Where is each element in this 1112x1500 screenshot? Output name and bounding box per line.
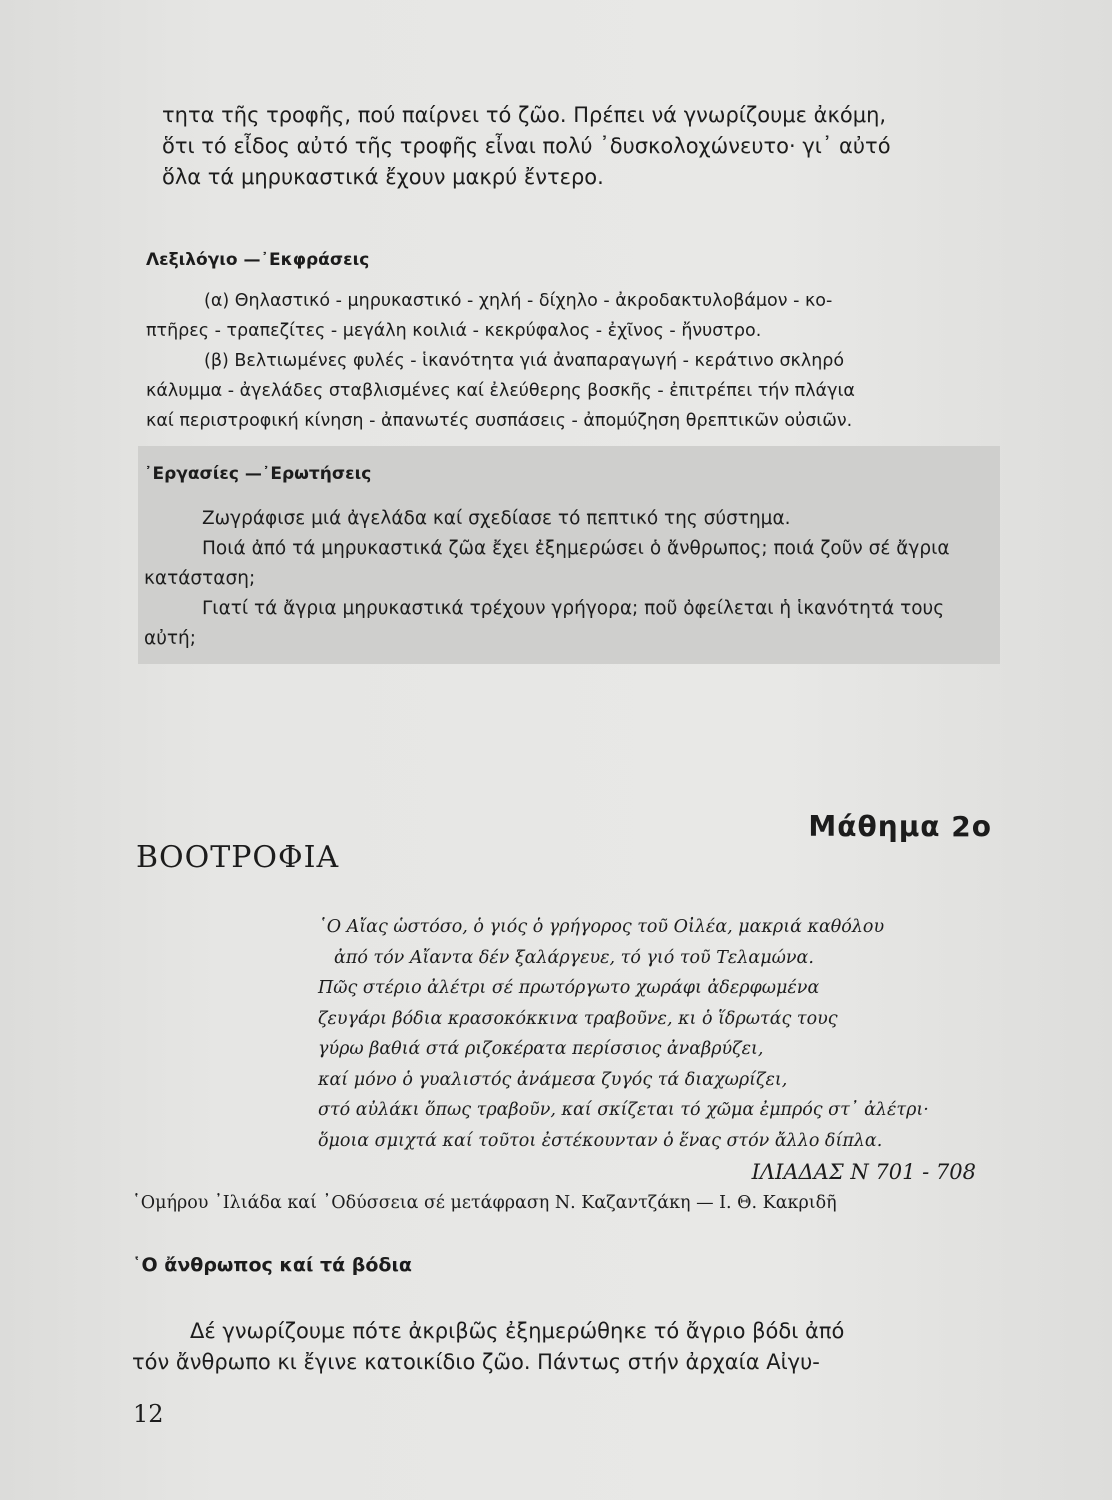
vocabulary-line: καί περιστροφική κίνηση - ἀπανωτές συσπάσεις - ἀπομύζηση θρεπτικῶν οὐσιῶν. xyxy=(146,411,853,431)
vocabulary-line: (α) Θηλαστικό - μηρυκαστικό - χηλή - δίχηλο - ἀκροδακτυλοβάμον - κο- xyxy=(204,291,833,311)
section-line: τόν ἄνθρωπο κι ἔγινε κατοικίδιο ζῶο. Πάντως στήν ἀρχαία Αἰγυ- xyxy=(132,1350,820,1374)
task-item: Γιατί τά ἄγρια μηρυκαστικά τρέχουν γρήγορα; ποῦ ὀφείλεται ἡ ἱκανότητά τους αὐτή; xyxy=(144,598,945,649)
tasks-list xyxy=(144,504,990,654)
intro-line: ὅτι τό εἶδος αὐτό τῆς τροφῆς εἶναι πολύ ᾿δυσκολοχώνευτο· γι᾽ αὐτό xyxy=(162,134,891,158)
vocabulary-line: πτῆρες - τραπεζίτες - μεγάλη κοιλιά - κεκρύφαλος - ἐχῖνος - ἤνυστρο. xyxy=(146,321,762,341)
vocabulary-line: κάλυμμα - ἀγελάδες σταβλισμένες καί ἐλεύθερης βοσκῆς - ἐπιτρέπει τήν πλάγια xyxy=(146,381,855,401)
poem-line: ῾Ο Αἴας ὡστόσο, ὁ γιός ὁ γρήγορος τοῦ Οἰλέα, μακριά καθόλου xyxy=(318,917,885,937)
intro-paragraph xyxy=(162,100,992,193)
translation-credit: ῾Ομήρου ᾿Ιλιάδα καί ᾿Οδύσσεια σέ μετάφραση Ν. Καζαντζάκη — Ι. Θ. Κακριδῆ xyxy=(132,1193,837,1213)
task-item: Ζωγράφισε μιά ἀγελάδα καί σχεδίασε τό πεπτικό της σύστημα. xyxy=(202,508,791,529)
tasks-heading: ᾿Εργασίες —᾿Ερωτήσεις xyxy=(144,464,372,484)
poem-line: ἀπό τόν Αἴαντα δέν ξαλάργευε, τό γιό τοῦ Τελαμώνα. xyxy=(334,947,814,968)
verse-reference: ΙΛΙΑΔΑΣ Ν 701 - 708 xyxy=(751,1160,976,1184)
section-line: Δέ γνωρίζουμε πότε ἀκριβῶς ἐξημερώθηκε τό ἄγριο βόδι ἀπό xyxy=(190,1319,845,1343)
lesson-label: Μάθημα 2ο xyxy=(808,810,992,843)
vocabulary-heading: Λεξιλόγιο —᾿Εκφράσεις xyxy=(146,250,370,270)
page-title: ΒΟΟΤΡΟΦΙΑ xyxy=(136,840,340,875)
poem-line: ὅμοια σμιχτά καί τοῦτοι ἐστέκουνταν ὁ ἕνας στόν ἄλλο δίπλα. xyxy=(318,1130,883,1151)
poem-excerpt xyxy=(318,912,978,1156)
poem-line: ζευγάρι βόδια κρασοκόκκινα τραβοῦνε, κι ὁ ἵδρωτάς τους xyxy=(318,1008,838,1029)
intro-line: ὅλα τά μηρυκαστικά ἔχουν μακρύ ἔντερο. xyxy=(162,165,604,189)
vocabulary-list xyxy=(146,286,996,436)
section-paragraph xyxy=(132,1316,977,1378)
section-heading: ῾Ο ἄνθρωπος καί τά βόδια xyxy=(132,1254,412,1276)
poem-line: Πῶς στέριο ἀλέτρι σέ πρωτόργωτο χωράφι ἀδερφωμένα xyxy=(318,978,820,998)
page-number: 12 xyxy=(133,1400,164,1428)
task-item: Ποιά ἀπό τά μηρυκαστικά ζῶα ἔχει ἐξημερώσει ὁ ἄνθρωπος; ποιά ζοῦν σέ ἄγρια κατάσταση; xyxy=(144,538,950,589)
poem-line: στό αὐλάκι ὅπως τραβοῦν, καί σκίζεται τό χῶμα ἐμπρός στ᾽ ἀλέτρι· xyxy=(318,1100,929,1120)
vocabulary-line: (β) Βελτιωμένες φυλές - ἱκανότητα γιά ἀναπαραγωγή - κεράτινο σκληρό xyxy=(204,351,845,371)
poem-line: γύρω βαθιά στά ριζοκέρατα περίσσιος ἀναβρύζει, xyxy=(318,1039,764,1059)
poem-line: καί μόνο ὁ γυαλιστός ἀνάμεσα ζυγός τά διαχωρίζει, xyxy=(318,1069,788,1090)
intro-line: τητα τῆς τροφῆς, πού παίρνει τό ζῶο. Πρέπει νά γνωρίζουμε ἀκόμη, xyxy=(162,103,887,127)
